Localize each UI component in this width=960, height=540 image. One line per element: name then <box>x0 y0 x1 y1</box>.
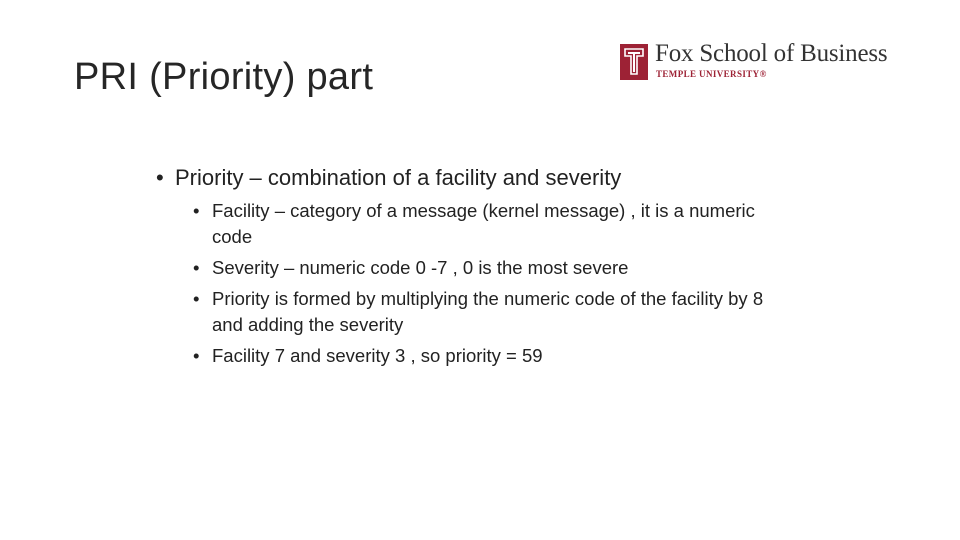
bullet-dot: • <box>156 165 164 190</box>
sub-bullet-text: Severity – numeric code 0 -7 , 0 is the most severe <box>212 257 629 278</box>
slide-title: PRI (Priority) part <box>74 56 374 98</box>
bullet-dot: • <box>193 257 200 278</box>
sub-bullet-text: Priority is formed by multiplying the numeric code of the facility by 8 and adding the severity <box>212 288 764 335</box>
sub-bullet-list <box>193 198 796 369</box>
sub-bullet <box>193 198 796 250</box>
main-bullet-text: Priority – combination of a facility and severity <box>175 165 622 190</box>
logo-school-name: Fox School of Business <box>655 40 888 67</box>
logo-university-name: TEMPLE UNIVERSITY® <box>656 69 767 79</box>
bullet-dot: • <box>193 200 200 221</box>
bullet-dot: • <box>193 288 200 309</box>
bullet-dot: • <box>193 345 200 366</box>
slide-content <box>156 162 796 374</box>
temple-t-logo-icon <box>620 44 648 80</box>
sub-bullet-text: Facility 7 and severity 3 , so priority = 59 <box>212 345 543 366</box>
sub-bullet <box>193 343 796 369</box>
fox-school-logo <box>620 40 888 82</box>
main-bullet <box>156 162 796 194</box>
sub-bullet <box>193 286 796 338</box>
sub-bullet-text: Facility – category of a message (kernel message) , it is a numeric code <box>212 200 755 247</box>
sub-bullet <box>193 255 796 281</box>
